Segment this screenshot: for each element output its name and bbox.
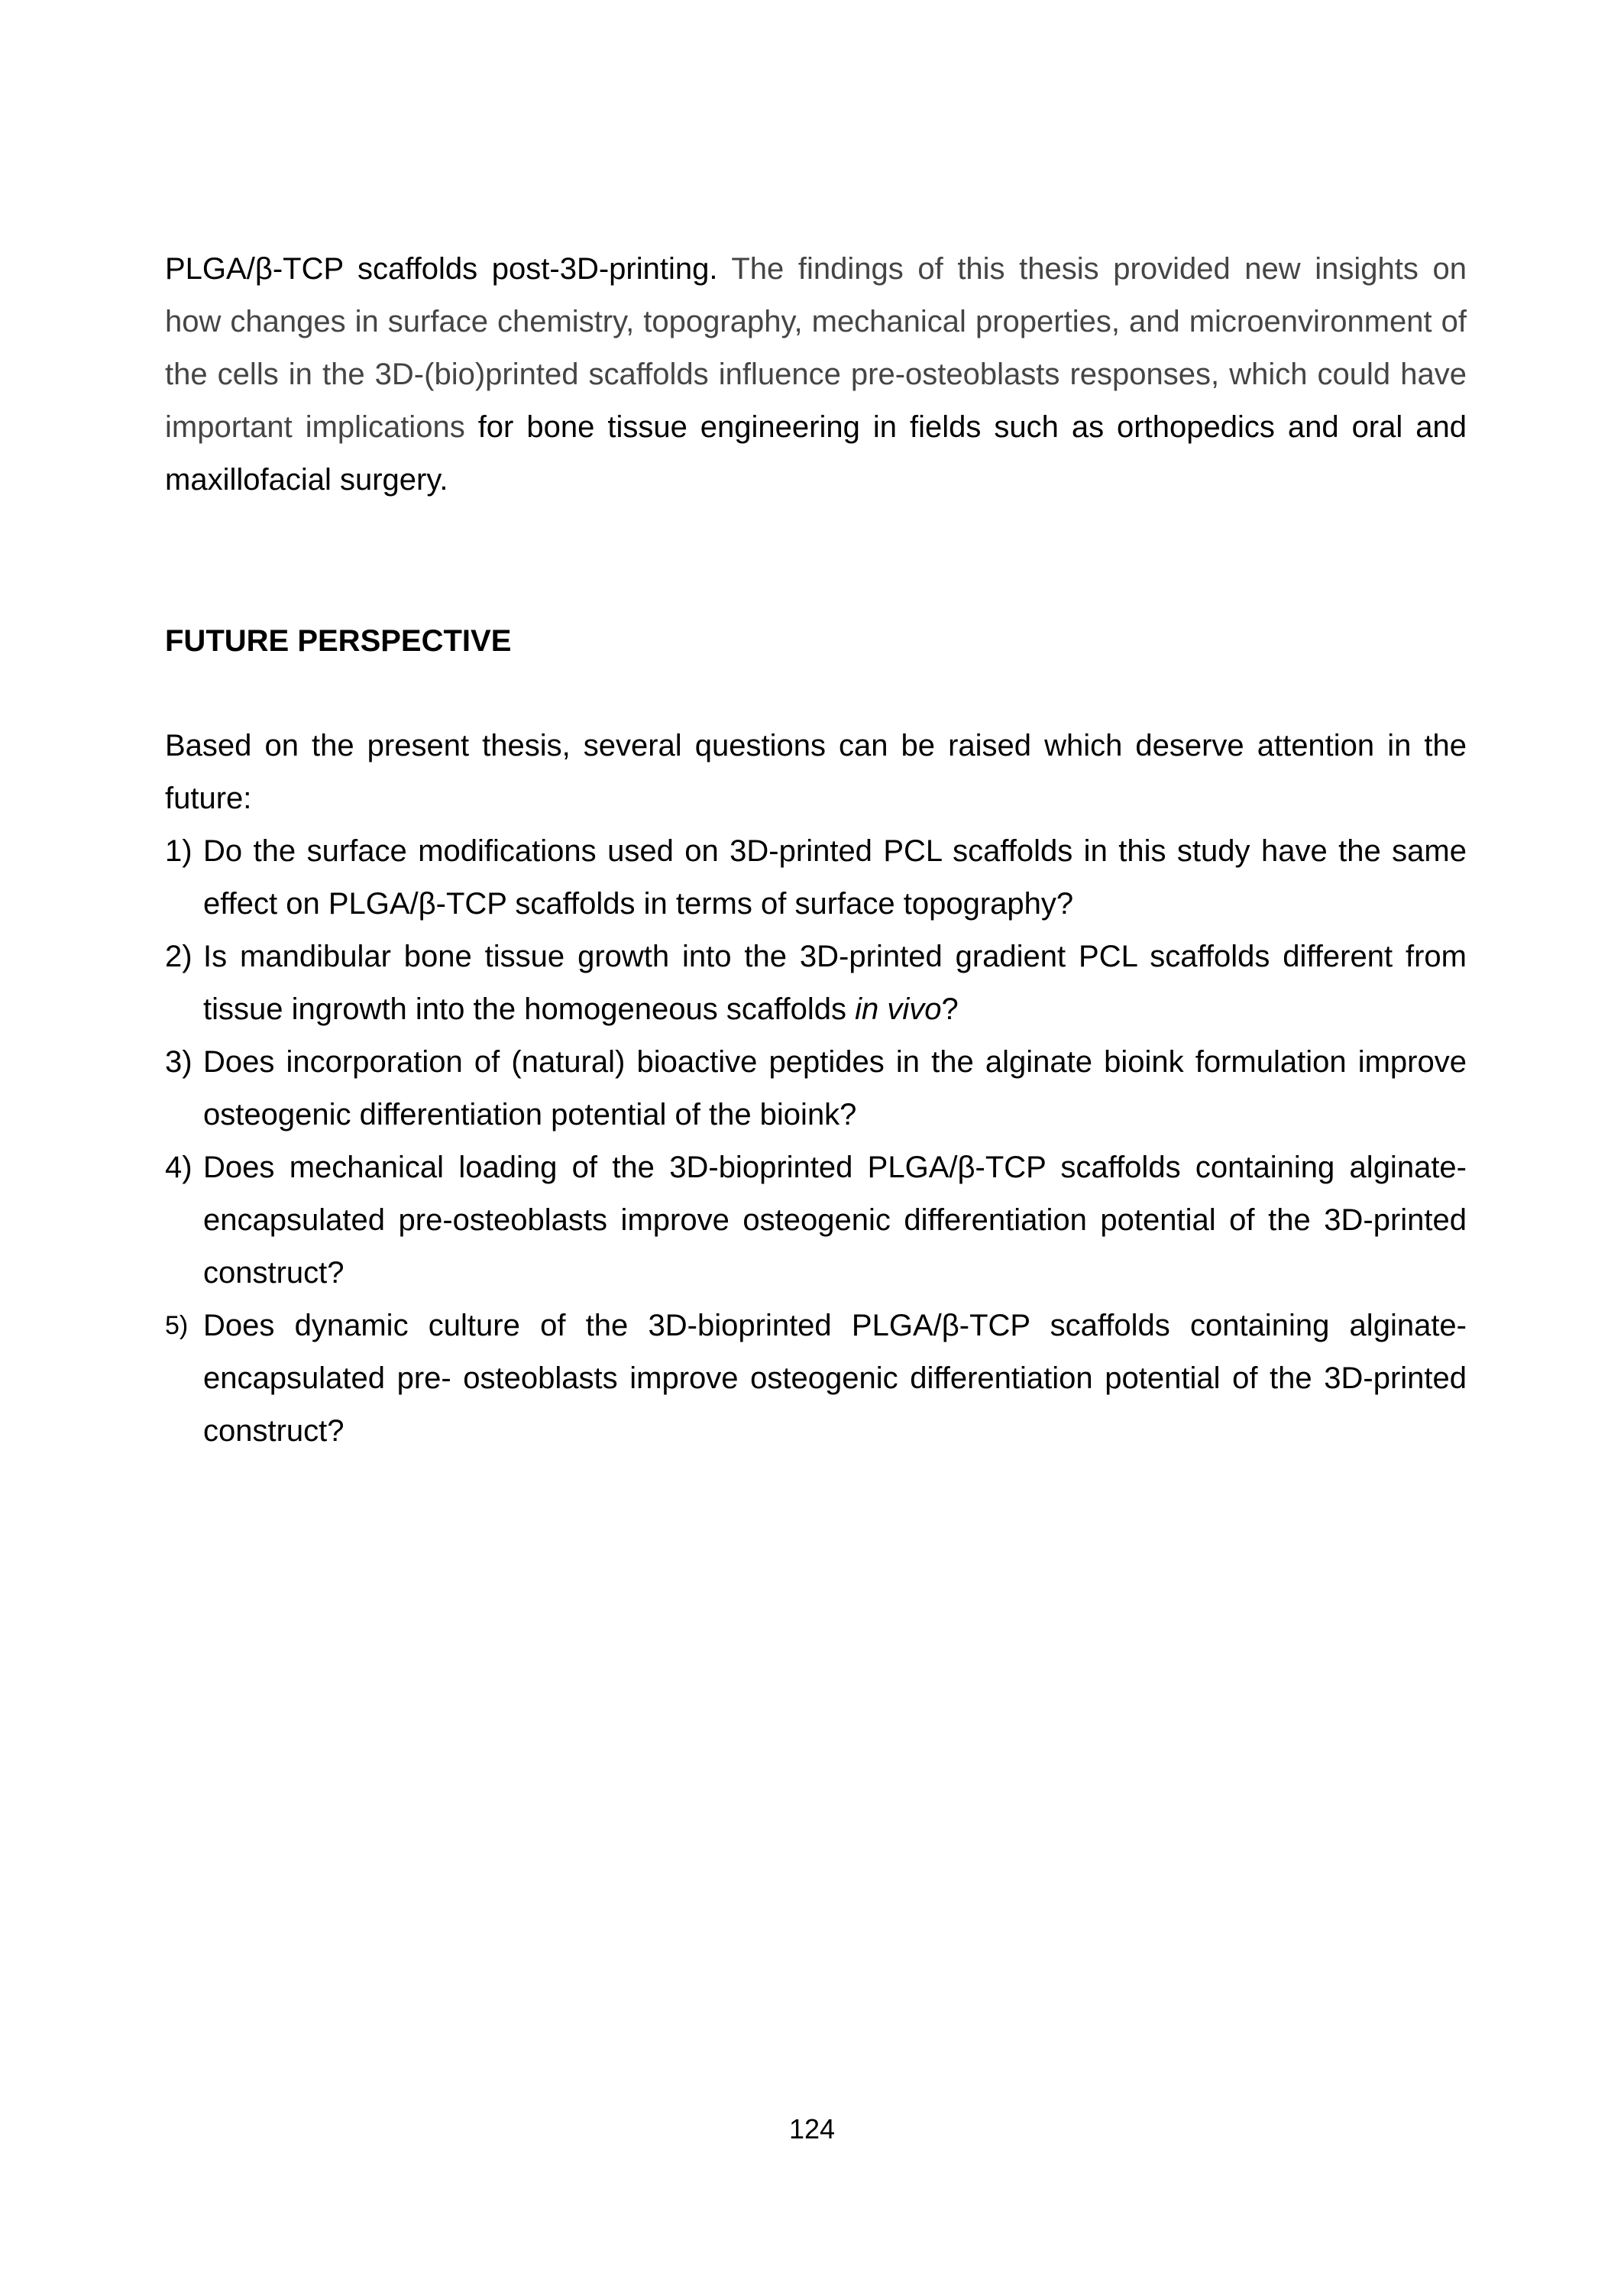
list-item-text: Do the surface modifications used on 3D-printed PCL scaffolds in this study have the same effect on PLGA/β-TCP scaffolds in terms of surface topography? (203, 834, 1467, 921)
list-item (165, 1036, 1467, 1141)
section-heading: FUTURE PERSPECTIVE (165, 624, 512, 658)
list-item-number: 5) (165, 1311, 189, 1340)
list-item-italic-text: in vivo (855, 992, 942, 1026)
list-item-text: Does mechanical loading of the 3D-bioprinted PLGA/β-TCP scaffolds containing alginate-encapsulated pre-osteoblasts improve osteogenic differentiation potential of the 3D-printed construct? (203, 1151, 1467, 1290)
section-lead-paragraph: Based on the present thesis, several questions can be raised which deserve attention in the future: (165, 729, 1467, 815)
list-item-number: 4) (165, 1151, 192, 1184)
list-item-text: Does dynamic culture of the 3D-bioprinted PLGA/β-TCP scaffolds containing alginate-encapsulated pre- osteoblasts improve osteogenic differentiation potential of the 3D-printed construct? (203, 1309, 1467, 1448)
list-item-text: Is mandibular bone tissue growth into the 3D-printed gradient PCL scaffolds different from tissue ingrowth into the homogeneous scaffolds (203, 940, 1467, 1026)
list-item-number: 1) (165, 834, 192, 868)
list-item (165, 1141, 1467, 1300)
list-item (165, 1300, 1467, 1458)
intro-text-part2: The findings of this thesis provided new insights on how changes in surface chemistry, topography, mechanical properties, and microenvironment of the cells in the 3D-(bio)printed scaffolds influence pre-osteoblasts responses, which could have important implications (165, 252, 1467, 444)
intro-text-part3: for bone tissue engineering in fields such as orthopedics and oral and maxillofacial surgery. (165, 410, 1467, 497)
future-perspective-section (165, 720, 1467, 1458)
list-item-text-end: ? (941, 992, 959, 1026)
questions-list (165, 825, 1467, 1458)
list-item-text: Does incorporation of (natural) bioactive peptides in the alginate bioink formulation improve osteogenic differentiation potential of the bioink? (203, 1045, 1467, 1131)
list-item (165, 931, 1467, 1036)
page-number: 124 (788, 2113, 836, 2145)
list-item (165, 825, 1467, 931)
intro-text-part1: PLGA/β-TCP scaffolds post-3D-printing. (165, 252, 718, 286)
intro-paragraph-block (165, 243, 1467, 507)
list-item-number: 3) (165, 1045, 192, 1079)
intro-paragraph (165, 243, 1467, 507)
list-item-number: 2) (165, 940, 192, 973)
